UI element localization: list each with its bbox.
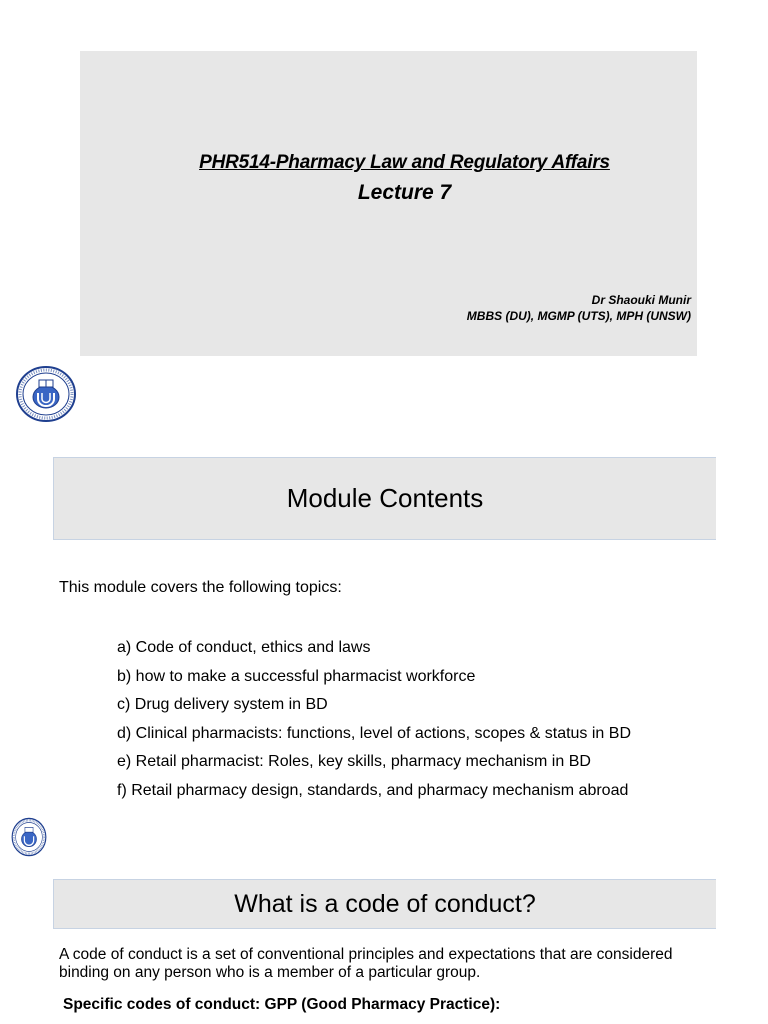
author-name: Dr Shaouki Munir xyxy=(591,293,691,307)
list-item: b) how to make a successful pharmacist workforce xyxy=(117,667,476,685)
list-item: c) Drug delivery system in BD xyxy=(117,696,328,713)
topic-list xyxy=(117,634,631,805)
code-of-conduct-definition: A code of conduct is a set of conventional principles and expectations that are considered binding on any person who is a member of a particular group. xyxy=(59,946,673,981)
list-item: e) Retail pharmacist: Roles, key skills, pharmacy mechanism in BD xyxy=(117,753,591,770)
university-seal-icon xyxy=(15,365,77,423)
module-contents-header xyxy=(53,457,716,540)
course-title: PHR514-Pharmacy Law and Regulatory Affairs xyxy=(199,152,610,173)
list-item: d) Clinical pharmacists: functions, level of actions, scopes & status in BD xyxy=(117,724,631,742)
title-slide xyxy=(80,51,697,356)
university-seal-icon xyxy=(11,817,47,857)
list-item: a) Code of conduct, ethics and laws xyxy=(117,639,371,656)
gpp-heading: Specific codes of conduct: GPP (Good Pharmacy Practice): xyxy=(63,996,501,1013)
code-of-conduct-title: What is a code of conduct? xyxy=(234,889,536,918)
author-block xyxy=(467,292,691,324)
code-of-conduct-header xyxy=(53,879,716,929)
module-contents-title: Module Contents xyxy=(286,483,484,513)
author-credentials: MBBS (DU), MGMP (UTS), MPH (UNSW) xyxy=(466,309,691,323)
lecture-title: Lecture 7 xyxy=(357,181,452,204)
module-intro: This module covers the following topics: xyxy=(59,579,342,596)
list-item: f) Retail pharmacy design, standards, and pharmacy mechanism abroad xyxy=(117,781,629,799)
